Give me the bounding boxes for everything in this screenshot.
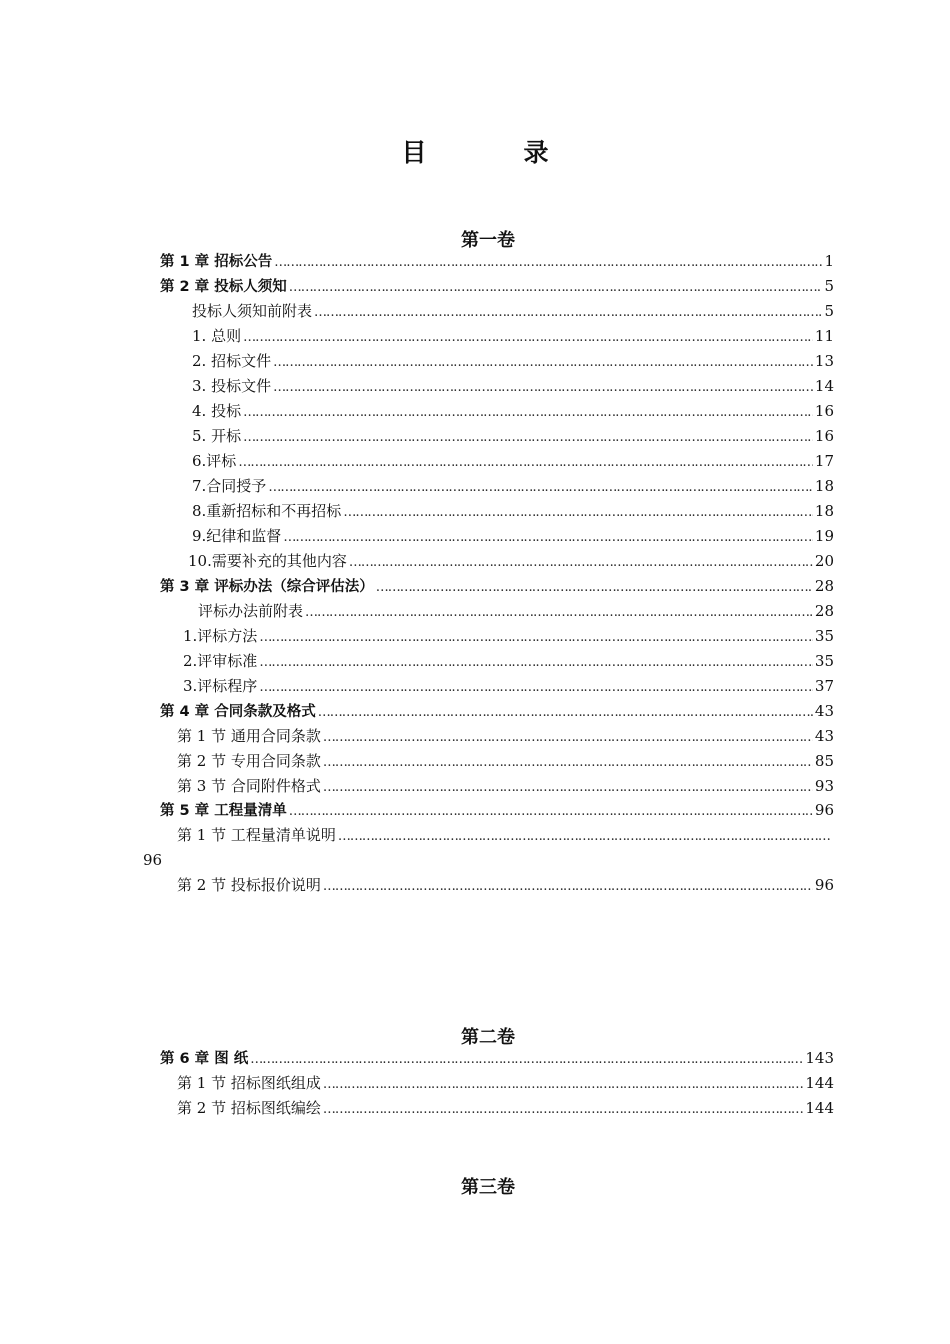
toc-entry[interactable]: [188, 549, 834, 574]
toc-entry[interactable]: [192, 349, 834, 374]
toc-label: 第 6 章 图 纸: [160, 1051, 249, 1067]
toc-label: 8.重新招标和不再招标: [192, 502, 342, 520]
toc-page-wrapped: 96: [143, 851, 163, 869]
volume-2-heading: 第二卷: [461, 1027, 515, 1048]
toc-leader: [259, 625, 813, 650]
toc-leader: [243, 425, 813, 450]
toc-leader: [323, 1097, 804, 1122]
toc-entry[interactable]: [160, 249, 834, 274]
toc-label: 10.需要补充的其他内容: [188, 552, 347, 570]
toc-leader: [349, 550, 813, 575]
toc-leader: [250, 1047, 803, 1072]
toc-leader: [323, 874, 813, 899]
toc-page: 19: [814, 527, 834, 545]
toc-page: 144: [805, 1099, 834, 1117]
toc-leader: [289, 799, 813, 824]
toc-entry[interactable]: [183, 649, 834, 674]
toc-entry[interactable]: [192, 524, 834, 549]
toc-label: 第 2 章 投标人须知: [160, 279, 287, 295]
toc-leader: [259, 650, 813, 675]
toc-label: 4. 投标: [192, 402, 242, 420]
toc-entry-wrapped[interactable]: [177, 823, 833, 848]
toc-entry[interactable]: [160, 574, 834, 599]
toc-page: 5: [824, 302, 834, 320]
toc-page: 14: [814, 377, 834, 395]
toc-entry[interactable]: [198, 599, 834, 624]
toc-entry[interactable]: [192, 424, 834, 449]
toc-entry[interactable]: [192, 474, 834, 499]
toc-page: 85: [814, 752, 834, 770]
toc-label: 第 1 节 工程量清单说明: [177, 826, 336, 844]
toc-label: 1.评标方法: [183, 627, 258, 645]
toc-label: 7.合同授予: [192, 477, 267, 495]
volume-1-heading: 第一卷: [461, 230, 515, 251]
toc-leader: [376, 575, 813, 600]
toc-leader: [243, 325, 813, 350]
toc-label: 1. 总则: [192, 327, 242, 345]
toc-page: 93: [814, 777, 834, 795]
toc-label: 2. 招标文件: [192, 352, 272, 370]
toc-leader: [274, 250, 822, 275]
toc-entry[interactable]: [192, 299, 834, 324]
toc-page: 96: [814, 876, 834, 894]
page-title: 目 录: [401, 138, 585, 167]
toc-label: 第 4 章 合同条款及格式: [160, 704, 316, 720]
toc-leader: [238, 450, 813, 475]
toc-page: 16: [814, 427, 834, 445]
toc-leader: [323, 775, 813, 800]
toc-entry[interactable]: [177, 873, 834, 898]
toc-entry[interactable]: [177, 749, 834, 774]
toc-label: 3. 投标文件: [192, 377, 272, 395]
toc-page: 13: [814, 352, 834, 370]
toc-label: 第 3 章 评标办法（综合评估法）: [160, 579, 374, 595]
toc-entry[interactable]: [160, 699, 834, 724]
toc-entry[interactable]: [177, 1071, 834, 1096]
toc-label: 5. 开标: [192, 427, 242, 445]
toc-entry[interactable]: [192, 324, 834, 349]
toc-entry[interactable]: [192, 499, 834, 524]
toc-entry[interactable]: [192, 449, 834, 474]
toc-page: 11: [814, 327, 834, 345]
toc-label: 9.纪律和监督: [192, 527, 282, 545]
toc-page: 96: [814, 801, 834, 819]
toc-entry[interactable]: [160, 274, 834, 299]
toc-entry[interactable]: [192, 374, 834, 399]
toc-label: 第 5 章 工程量清单: [160, 803, 287, 819]
toc-label: 6.评标: [192, 452, 237, 470]
toc-entry[interactable]: [160, 1046, 834, 1071]
toc-page: 20: [814, 552, 834, 570]
toc-entry[interactable]: [183, 674, 834, 699]
toc-page: 43: [814, 727, 834, 745]
toc-page: 16: [814, 402, 834, 420]
toc-entry[interactable]: [177, 774, 834, 799]
toc-entry[interactable]: [177, 1096, 834, 1121]
toc-label: 第 1 章 招标公告: [160, 254, 273, 270]
toc-page: 35: [814, 627, 834, 645]
toc-page: 143: [805, 1049, 834, 1067]
toc-page: 35: [814, 652, 834, 670]
toc-leader: [343, 500, 813, 525]
toc-label: 第 1 节 招标图纸组成: [177, 1074, 321, 1092]
toc-page: 18: [814, 502, 834, 520]
toc-page: 43: [814, 702, 834, 720]
toc-label: 第 2 节 专用合同条款: [177, 752, 321, 770]
toc-label: 第 1 节 通用合同条款: [177, 727, 321, 745]
toc-page: 28: [814, 577, 834, 595]
toc-leader: [283, 525, 813, 550]
toc-entry[interactable]: [160, 798, 834, 823]
toc-leader: [273, 375, 813, 400]
toc-label: 投标人须知前附表: [192, 302, 313, 320]
toc-leader: [273, 350, 813, 375]
toc-leader: [259, 675, 813, 700]
toc-label: 第 3 节 合同附件格式: [177, 777, 321, 795]
toc-entry[interactable]: [177, 724, 834, 749]
toc-entry[interactable]: [192, 399, 834, 424]
toc-page: 5: [824, 277, 834, 295]
toc-page: 18: [814, 477, 834, 495]
toc-leader: [305, 600, 813, 625]
toc-page: 144: [805, 1074, 834, 1092]
toc-leader: [323, 1072, 804, 1097]
toc-page: 1: [824, 252, 834, 270]
toc-leader: [323, 725, 813, 750]
toc-page: 37: [814, 677, 834, 695]
toc-label: 第 2 节 招标图纸编绘: [177, 1099, 321, 1117]
toc-label: 评标办法前附表: [198, 602, 304, 620]
toc-leader: [243, 400, 813, 425]
toc-leader: [323, 750, 813, 775]
toc-label: 第 2 节 投标报价说明: [177, 876, 321, 894]
toc-leader: [289, 275, 823, 300]
toc-leader: [318, 700, 813, 725]
toc-leader: [314, 300, 822, 325]
volume-3-heading: 第三卷: [461, 1177, 515, 1198]
toc-page: 17: [814, 452, 834, 470]
toc-entry[interactable]: [183, 624, 834, 649]
toc-label: 3.评标程序: [183, 677, 258, 695]
toc-leader: [268, 475, 813, 500]
toc-page: 28: [814, 602, 834, 620]
toc-label: 2.评审标准: [183, 652, 258, 670]
toc-leader: [338, 824, 831, 849]
